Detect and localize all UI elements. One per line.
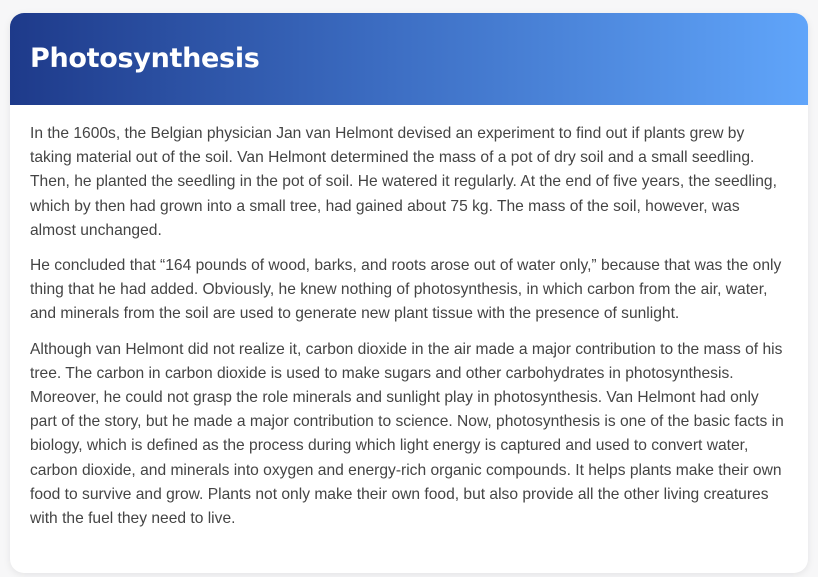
paragraph-1: In the 1600s, the Belgian physician Jan van Helmont devised an experiment to find out if plants grew by taking material out of the soil. Van Helmont determined the mass of a pot of dry soil and a small seedling. Then, he planted the seedling in the pot of soil. He watered it regularly. At the end of five years, the seedling, which by then had grown into a small tree, had gained about 75 kg. The mass of the soil, however, was almost unchanged.: [30, 125, 777, 239]
article-body: [10, 105, 808, 531]
article-title: Photosynthesis: [30, 42, 260, 74]
article-card: [10, 13, 808, 573]
article-header: [10, 13, 808, 105]
paragraph-2: He concluded that “164 pounds of wood, barks, and roots arose out of water only,” because that was the only thing that he had added. Obviously, he knew nothing of photosynthesis, in which carbon from the air, water, and minerals from the soil are used to generate new plant tissue with the presence of sunlight.: [30, 257, 782, 323]
paragraph-3: Although van Helmont did not realize it, carbon dioxide in the air made a major contribution to the mass of his tree. The carbon in carbon dioxide is used to make sugars and other carbohydrates in photosynthesis. Moreover, he could not grasp the role minerals and sunlight play in photosynthesis. Van Helmont had only part of the story, but he made a major contribution to science. Now, photosynthesis is one of the basic facts in biology, which is defined as the process during which light energy is captured and used to convert water, carbon dioxide, and minerals into oxygen and energy-rich organic compounds. It helps plants make their own food to survive and grow. Plants not only make their own food, but also provide all the other living creatures with the fuel they need to live.: [30, 340, 784, 528]
